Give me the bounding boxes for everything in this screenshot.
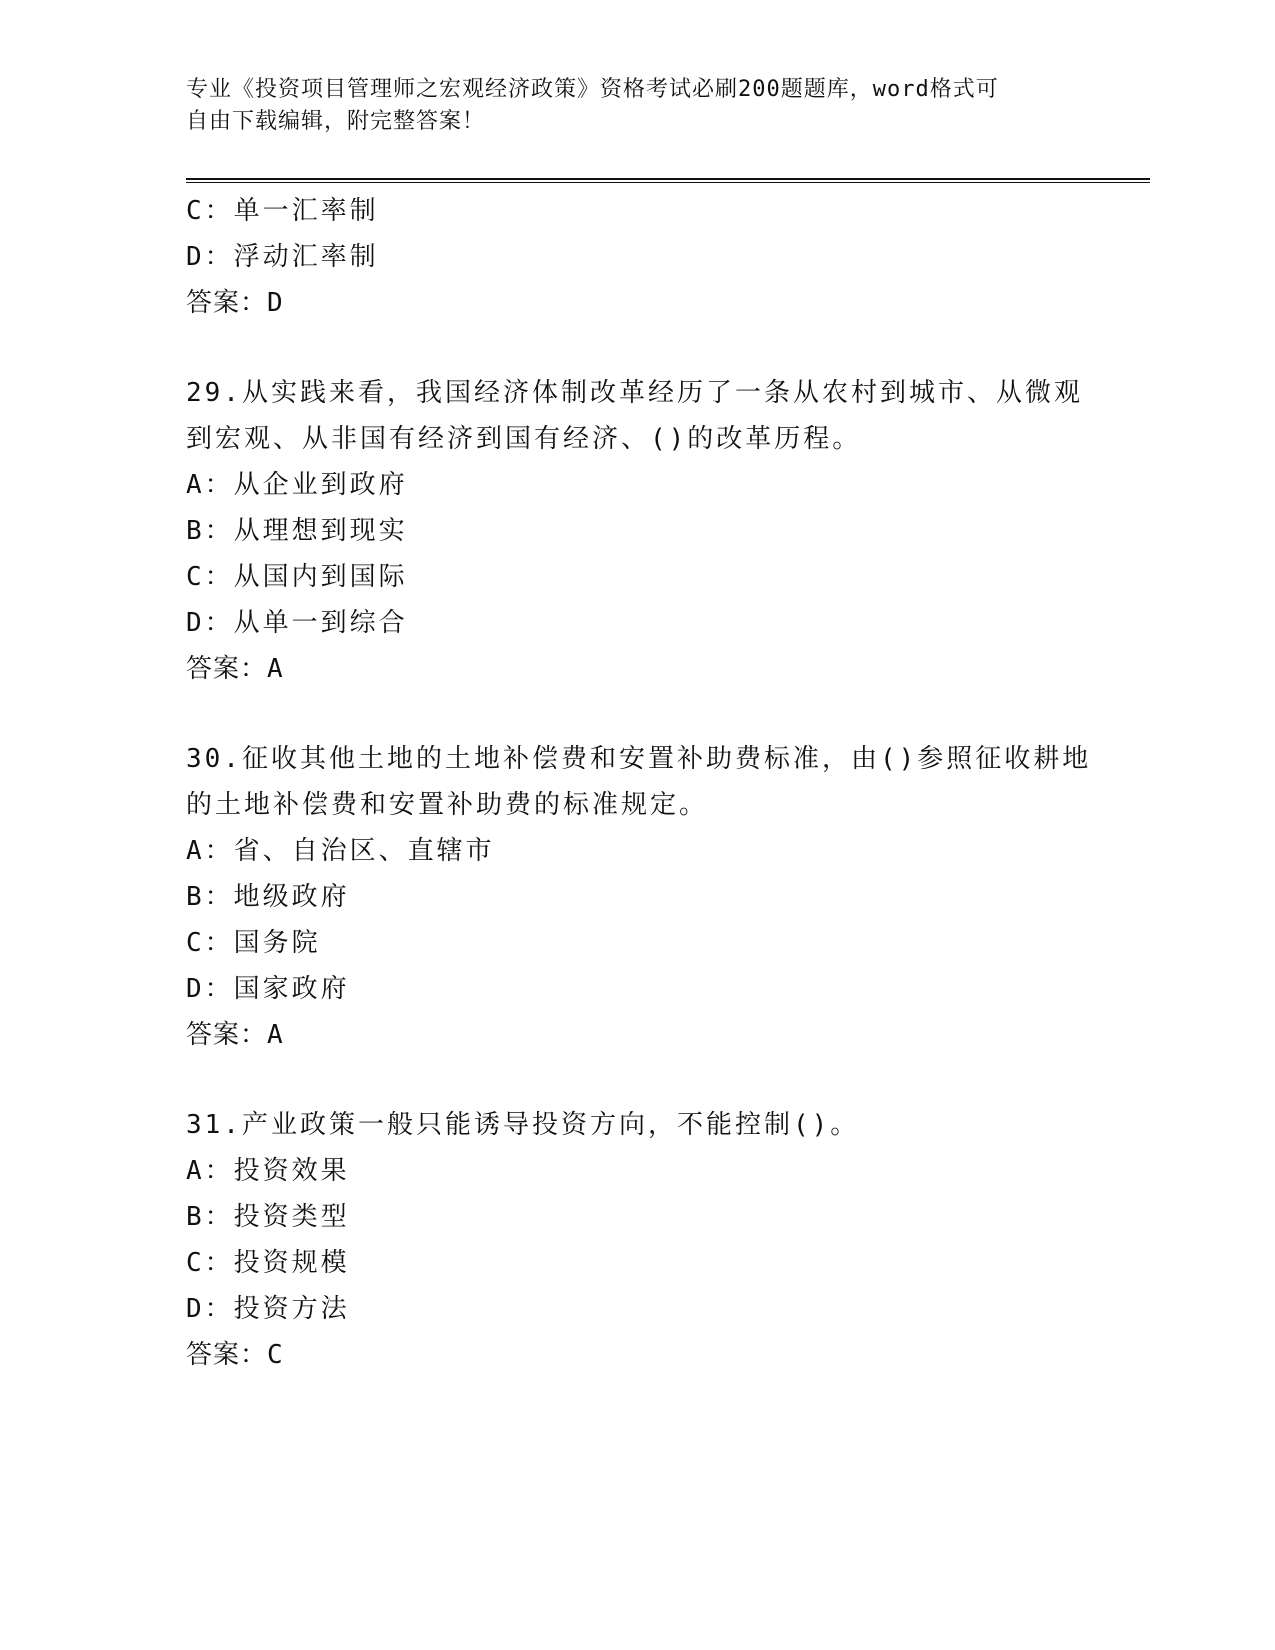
header-divider-thin bbox=[186, 182, 1150, 183]
question-partial bbox=[186, 188, 1086, 326]
question-gap bbox=[186, 1058, 1086, 1102]
header-line-1: 专业《投资项目管理师之宏观经济政策》资格考试必刷200题题库，word格式可 bbox=[186, 77, 999, 102]
answer-line: 答案：A bbox=[186, 1020, 284, 1050]
option-c: C：国务院 bbox=[186, 928, 321, 958]
document-header bbox=[186, 74, 1086, 138]
answer-line: 答案：C bbox=[186, 1340, 284, 1370]
question-stem-line: 30.征收其他土地的土地补偿费和安置补助费标准，由()参照征收耕地 bbox=[186, 744, 1092, 774]
option-d: D：浮动汇率制 bbox=[186, 242, 379, 272]
answer-line: 答案：A bbox=[186, 654, 284, 684]
question-29 bbox=[186, 370, 1086, 692]
question-stem-line: 到宏观、从非国有经济到国有经济、()的改革历程。 bbox=[186, 424, 862, 454]
option-d: D：从单一到综合 bbox=[186, 608, 408, 638]
question-stem-line: 31.产业政策一般只能诱导投资方向，不能控制()。 bbox=[186, 1110, 860, 1140]
question-gap bbox=[186, 326, 1086, 370]
option-b: B：地级政府 bbox=[186, 882, 350, 912]
option-c: C：从国内到国际 bbox=[186, 562, 408, 592]
answer-line: 答案：D bbox=[186, 288, 284, 318]
question-list bbox=[186, 188, 1092, 1378]
option-a: A：省、自治区、直辖市 bbox=[186, 836, 495, 866]
option-d: D：国家政府 bbox=[186, 974, 350, 1004]
question-stem-line: 29.从实践来看，我国经济体制改革经历了一条从农村到城市、从微观 bbox=[186, 378, 1083, 408]
option-b: B：投资类型 bbox=[186, 1202, 350, 1232]
header-line-2: 自由下载编辑，附完整答案！ bbox=[186, 109, 486, 134]
option-d: D：投资方法 bbox=[186, 1294, 350, 1324]
option-c: C：单一汇率制 bbox=[186, 196, 379, 226]
option-a: A：投资效果 bbox=[186, 1156, 350, 1186]
option-c: C：投资规模 bbox=[186, 1248, 350, 1278]
question-31 bbox=[186, 1102, 1086, 1378]
question-30 bbox=[186, 736, 1092, 1058]
header-divider-thick bbox=[186, 178, 1150, 180]
option-b: B：从理想到现实 bbox=[186, 516, 408, 546]
question-gap bbox=[186, 692, 1086, 736]
question-stem-line: 的土地补偿费和安置补助费的标准规定。 bbox=[186, 790, 709, 820]
option-a: A：从企业到政府 bbox=[186, 470, 408, 500]
